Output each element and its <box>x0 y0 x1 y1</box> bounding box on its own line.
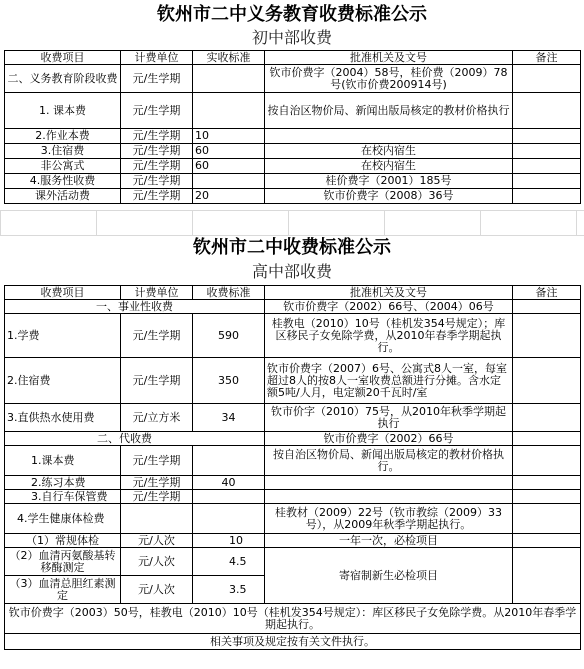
fee-item-cell: 3.直供热水使用费 <box>5 404 121 432</box>
amount-cell <box>193 504 265 534</box>
header-cell: 批准机关及文号 <box>265 51 513 65</box>
amount-cell: 20 <box>193 189 265 204</box>
category-row <box>5 432 581 446</box>
doc-cell <box>265 490 513 504</box>
table-row <box>5 129 581 144</box>
fee-item-cell: 1. 课本费 <box>5 93 121 129</box>
unit-cell: 元/生学期 <box>121 476 193 490</box>
amount-cell: 3.5 <box>193 576 265 604</box>
table-header-row <box>5 286 581 300</box>
remark-cell <box>513 159 581 174</box>
junior-fee-table <box>4 50 581 204</box>
table-row <box>5 93 581 129</box>
header-cell: 实收标准 <box>193 51 265 65</box>
table-row <box>5 548 581 576</box>
table-row <box>5 159 581 174</box>
table-row <box>5 358 581 404</box>
category-row <box>5 300 581 314</box>
header-cell: 备注 <box>513 286 581 300</box>
remark-cell <box>513 189 581 204</box>
amount-cell <box>193 93 265 129</box>
unit-cell: 元/生学期 <box>121 144 193 159</box>
table-row <box>5 144 581 159</box>
unit-cell <box>121 504 193 534</box>
remark-cell <box>513 432 581 446</box>
fee-item-cell: 1.学费 <box>5 314 121 358</box>
section2-subtitle: 高中部收费 <box>251 262 332 281</box>
doc-cell: 钦市价费字（2002）66号、（2004）06号 <box>265 300 513 314</box>
doc-cell: 按自治区物价局、新闻出版局核定的教材价格执行。 <box>265 446 513 476</box>
fee-item-cell: 2.住宿费 <box>5 358 121 404</box>
remark-cell <box>513 446 581 476</box>
amount-cell: 4.5 <box>193 548 265 576</box>
amount-cell <box>193 174 265 189</box>
fee-item-cell: 2.练习本费 <box>5 476 121 490</box>
header-cell: 计费单位 <box>121 51 193 65</box>
doc-cell: 桂教电（2010）10号（桂机发354号规定）；库区移民子女免除学费，从2010年春季学期起执行。 <box>265 314 513 358</box>
category-label: 二、代收费 <box>5 432 265 446</box>
fee-item-cell: （1）常规体检 <box>5 534 121 548</box>
table-row <box>5 504 581 534</box>
remark-cell <box>513 404 581 432</box>
fee-item-cell: 1.课本费 <box>5 446 121 476</box>
table-row <box>5 65 581 93</box>
amount-cell: 10 <box>193 129 265 144</box>
remark-cell <box>513 174 581 189</box>
remark-cell <box>513 144 581 159</box>
fee-item-cell: 2.作业本费 <box>5 129 121 144</box>
doc-cell: 钦市价费字（2008）36号 <box>265 189 513 204</box>
doc-cell: 按自治区物价局、新闻出版局核定的教材价格执行 <box>265 93 513 129</box>
senior-fee-table <box>4 285 581 650</box>
fee-item-cell: 4.学生健康体检费 <box>5 504 121 534</box>
unit-cell: 元/人次 <box>121 576 193 604</box>
amount-cell <box>193 490 265 504</box>
section1-title: 钦州市二中义务教育收费标准公示 <box>157 4 427 25</box>
remark-cell <box>513 300 581 314</box>
remark-cell <box>513 129 581 144</box>
table-row <box>5 174 581 189</box>
fee-item-cell: 4.服务性收费 <box>5 174 121 189</box>
header-cell: 收费项目 <box>5 286 121 300</box>
table-row <box>5 404 581 432</box>
doc-cell: 钦市价费字（2007）6号、公寓式8人一室，每室超过8人的按8人一室收费总额进行分摊。含水定额5吨/人月，电定额20千瓦时/室 <box>265 358 513 404</box>
footer-row <box>5 634 581 650</box>
header-cell: 收费标准 <box>193 286 265 300</box>
table-row <box>5 314 581 358</box>
footer-note: 钦市价费字（2003）50号，桂教电（2010）10号（桂机发354号规定）：库区移民子女免除学费。从2010年春季学期起执行。 <box>5 604 581 634</box>
doc-cell: 寄宿制新生必检项目 <box>265 548 513 604</box>
remark-cell <box>513 476 581 490</box>
header-cell: 计费单位 <box>121 286 193 300</box>
remark-cell <box>513 65 581 93</box>
doc-cell: 在校内宿生 <box>265 159 513 174</box>
table-row <box>5 446 581 476</box>
unit-cell: 元/生学期 <box>121 65 193 93</box>
table-row <box>5 490 581 504</box>
section1-subtitle: 初中部收费 <box>251 28 332 47</box>
category-label: 一、事业性收费 <box>5 300 265 314</box>
doc-cell: 钦市价费字（2002）66号 <box>265 432 513 446</box>
fee-item-cell: 二、义务教育阶段收费 <box>5 65 121 93</box>
unit-cell: 元/生学期 <box>121 174 193 189</box>
doc-cell: 桂教材（2009）22号（钦市教综（2009）33号），从2009年秋季学期起执行。 <box>265 504 513 534</box>
doc-cell: 在校内宿生 <box>265 144 513 159</box>
doc-cell: 桂价费字（2001）185号 <box>265 174 513 189</box>
unit-cell: 元/人次 <box>121 534 193 548</box>
amount-cell <box>193 65 265 93</box>
remark-cell <box>513 314 581 358</box>
unit-cell: 元/生学期 <box>121 358 193 404</box>
remark-cell <box>513 548 581 604</box>
fee-item-cell: （3）血清总胆红素测定 <box>5 576 121 604</box>
doc-cell <box>265 129 513 144</box>
amount-cell: 10 <box>193 534 265 548</box>
doc-cell: 钦市价费字（2004）58号，桂价费（2009）78号(钦市价费200914号) <box>265 65 513 93</box>
table-row <box>5 189 581 204</box>
unit-cell: 元/生学期 <box>121 490 193 504</box>
empty-spreadsheet-rows <box>0 210 584 236</box>
table-row <box>5 476 581 490</box>
table-row <box>5 534 581 548</box>
unit-cell: 元/生学期 <box>121 189 193 204</box>
amount-cell: 34 <box>193 404 265 432</box>
amount-cell: 590 <box>193 314 265 358</box>
unit-cell: 元/人次 <box>121 548 193 576</box>
section2-title: 钦州市二中收费标准公示 <box>193 237 391 258</box>
amount-cell: 60 <box>193 144 265 159</box>
amount-cell <box>193 446 265 476</box>
header-cell: 收费项目 <box>5 51 121 65</box>
fee-item-cell: 3.住宿费 <box>5 144 121 159</box>
remark-cell <box>513 93 581 129</box>
doc-cell: 钦市价字（2010）75号，从2010年秋季学期起执行 <box>265 404 513 432</box>
fee-item-cell: （2）血清丙氨酸基转移酶测定 <box>5 548 121 576</box>
table-header-row <box>5 51 581 65</box>
unit-cell: 元/生学期 <box>121 446 193 476</box>
footer-row <box>5 604 581 634</box>
unit-cell: 元/生学期 <box>121 314 193 358</box>
header-cell: 备注 <box>513 51 581 65</box>
remark-cell <box>513 504 581 534</box>
fee-item-cell: 3.自行车保管费 <box>5 490 121 504</box>
header-cell: 批准机关及文号 <box>265 286 513 300</box>
remark-cell <box>513 358 581 404</box>
remark-cell <box>513 490 581 504</box>
unit-cell: 元/生学期 <box>121 159 193 174</box>
unit-cell: 元/生学期 <box>121 93 193 129</box>
footer-note: 相关事项及规定按有关文件执行。 <box>5 634 581 650</box>
fee-item-cell: 非公寓式 <box>5 159 121 174</box>
doc-cell: 一年一次，必检项目 <box>265 534 513 548</box>
remark-cell <box>513 534 581 548</box>
unit-cell: 元/立方米 <box>121 404 193 432</box>
fee-item-cell: 课外活动费 <box>5 189 121 204</box>
amount-cell: 60 <box>193 159 265 174</box>
amount-cell: 350 <box>193 358 265 404</box>
amount-cell: 40 <box>193 476 265 490</box>
unit-cell: 元/生学期 <box>121 129 193 144</box>
doc-cell <box>265 476 513 490</box>
